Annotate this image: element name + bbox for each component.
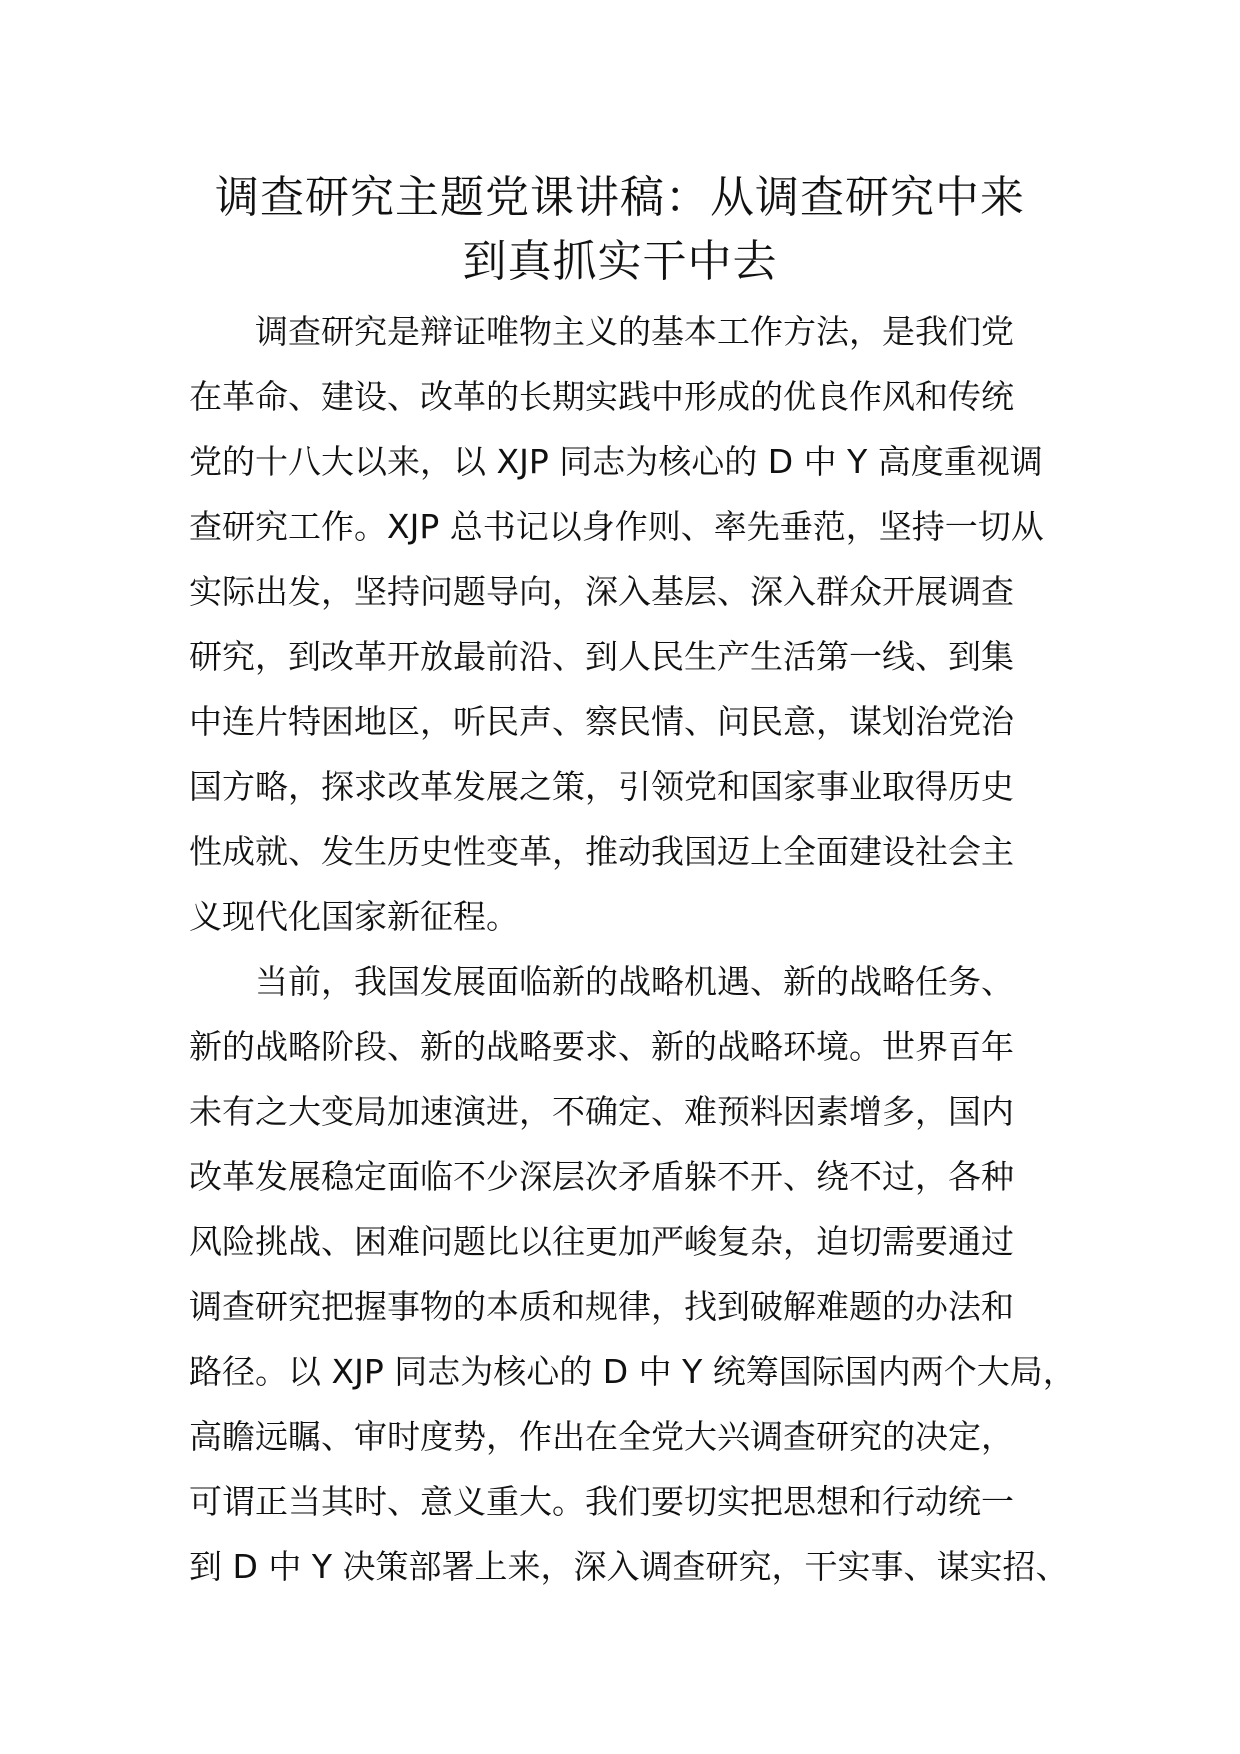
title-line: 调查研究主题党课讲稿：从调查研究中来	[215, 172, 1025, 223]
text-line: 党的十八大以来，以 XJP 同志为核心的 D 中 Y 高度重视调	[189, 442, 1043, 481]
text-line: 高瞻远瞩、审时度势，作出在全党大兴调查研究的决定，	[189, 1417, 1014, 1456]
text-line: 新的战略阶段、新的战略要求、新的战略环境。世界百年	[189, 1027, 1014, 1066]
text-line: 查研究工作。XJP 总书记以身作则、率先垂范，坚持一切从	[189, 507, 1044, 546]
text-line: 路径。以 XJP 同志为核心的 D 中 Y 统筹国际国内两个大局，	[189, 1352, 1076, 1391]
paragraph	[189, 299, 1089, 949]
text-line: 实际出发，坚持问题导向，深入基层、深入群众开展调查	[189, 572, 1014, 611]
text-line: 国方略，探求改革发展之策，引领党和国家事业取得历史	[189, 767, 1014, 806]
text-line: 调查研究是辩证唯物主义的基本工作方法，是我们党	[189, 312, 1014, 351]
text-line: 风险挑战、困难问题比以往更加严峻复杂，迫切需要通过	[189, 1222, 1014, 1261]
title-line: 到真抓实干中去	[462, 236, 778, 287]
text-line: 到 D 中 Y 决策部署上来，深入调查研究，干实事、谋实招、	[189, 1547, 1069, 1586]
text-line: 研究，到改革开放最前沿、到人民生产生活第一线、到集	[189, 637, 1014, 676]
text-line: 可谓正当其时、意义重大。我们要切实把思想和行动统一	[189, 1482, 1014, 1521]
document-body	[189, 299, 1089, 1599]
paragraph	[189, 949, 1089, 1599]
document-title	[150, 166, 1090, 294]
text-line: 调查研究把握事物的本质和规律，找到破解难题的办法和	[189, 1287, 1014, 1326]
text-line: 义现代化国家新征程。	[189, 897, 519, 936]
text-line: 在革命、建设、改革的长期实践中形成的优良作风和传统	[189, 377, 1014, 416]
text-line: 未有之大变局加速演进，不确定、难预料因素增多，国内	[189, 1092, 1014, 1131]
text-line: 当前，我国发展面临新的战略机遇、新的战略任务、	[189, 962, 1014, 1001]
text-line: 改革发展稳定面临不少深层次矛盾躲不开、绕不过，各种	[189, 1157, 1014, 1196]
text-line: 中连片特困地区，听民声、察民情、问民意，谋划治党治	[189, 702, 1014, 741]
text-line: 性成就、发生历史性变革，推动我国迈上全面建设社会主	[189, 832, 1014, 871]
